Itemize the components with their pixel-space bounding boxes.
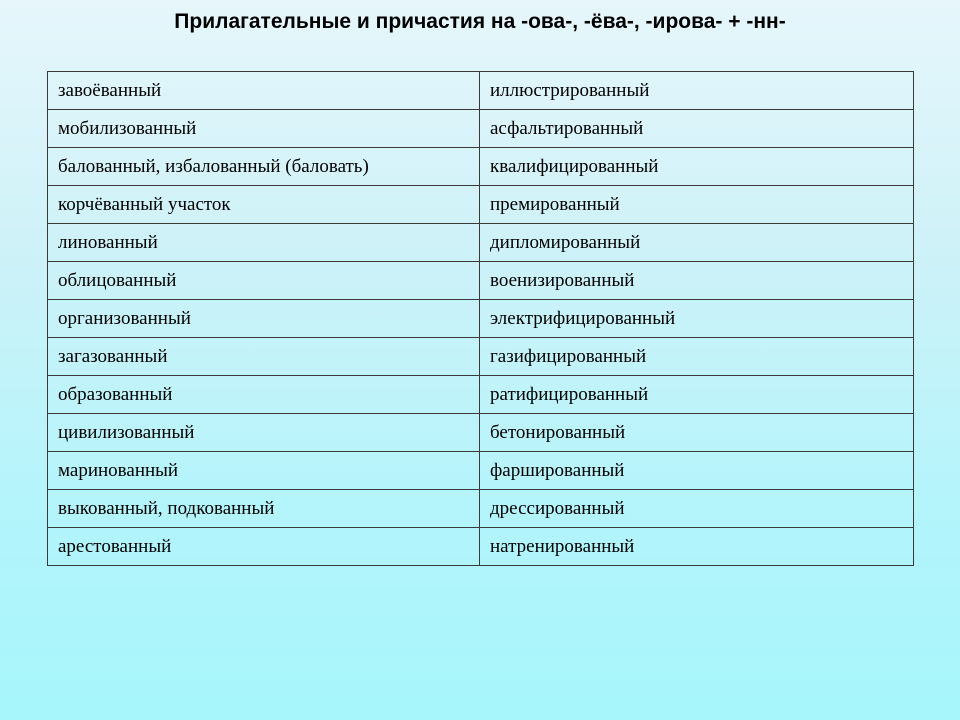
table-cell-right: дипломированный <box>480 224 914 262</box>
table-cell-right: фаршированный <box>480 452 914 490</box>
table-cell-left: цивилизованный <box>48 414 480 452</box>
table-cell-left: арестованный <box>48 528 480 566</box>
table-cell-left: организованный <box>48 300 480 338</box>
table-row <box>48 452 914 490</box>
table-row <box>48 148 914 186</box>
table-row <box>48 224 914 262</box>
table-row <box>48 186 914 224</box>
table-cell-right: бетонированный <box>480 414 914 452</box>
table-cell-right: премированный <box>480 186 914 224</box>
table-cell-left: облицованный <box>48 262 480 300</box>
table-cell-right: ратифицированный <box>480 376 914 414</box>
word-table-body <box>48 72 914 566</box>
word-table <box>47 71 914 566</box>
table-cell-left: выкованный, подкованный <box>48 490 480 528</box>
table-row <box>48 262 914 300</box>
table-row <box>48 300 914 338</box>
table-row <box>48 528 914 566</box>
table-cell-right: квалифицированный <box>480 148 914 186</box>
table-row <box>48 110 914 148</box>
table-cell-right: военизированный <box>480 262 914 300</box>
table-cell-right: иллюстрированный <box>480 72 914 110</box>
slide-title: Прилагательные и причастия на -ова-, -ёва-, -ирова- + -нн- <box>174 10 786 33</box>
table-cell-left: балованный, избалованный (баловать) <box>48 148 480 186</box>
table-cell-right: газифицированный <box>480 338 914 376</box>
table-cell-right: электрифицированный <box>480 300 914 338</box>
table-row <box>48 72 914 110</box>
table-row <box>48 490 914 528</box>
table-row <box>48 338 914 376</box>
table-row <box>48 376 914 414</box>
table-cell-right: натренированный <box>480 528 914 566</box>
table-cell-left: образованный <box>48 376 480 414</box>
table-cell-left: корчёванный участок <box>48 186 480 224</box>
table-cell-right: асфальтированный <box>480 110 914 148</box>
table-cell-left: мобилизованный <box>48 110 480 148</box>
table-cell-left: маринованный <box>48 452 480 490</box>
table-cell-right: дрессированный <box>480 490 914 528</box>
table-cell-left: линованный <box>48 224 480 262</box>
table-cell-left: загазованный <box>48 338 480 376</box>
table-cell-left: завоёванный <box>48 72 480 110</box>
table-row <box>48 414 914 452</box>
